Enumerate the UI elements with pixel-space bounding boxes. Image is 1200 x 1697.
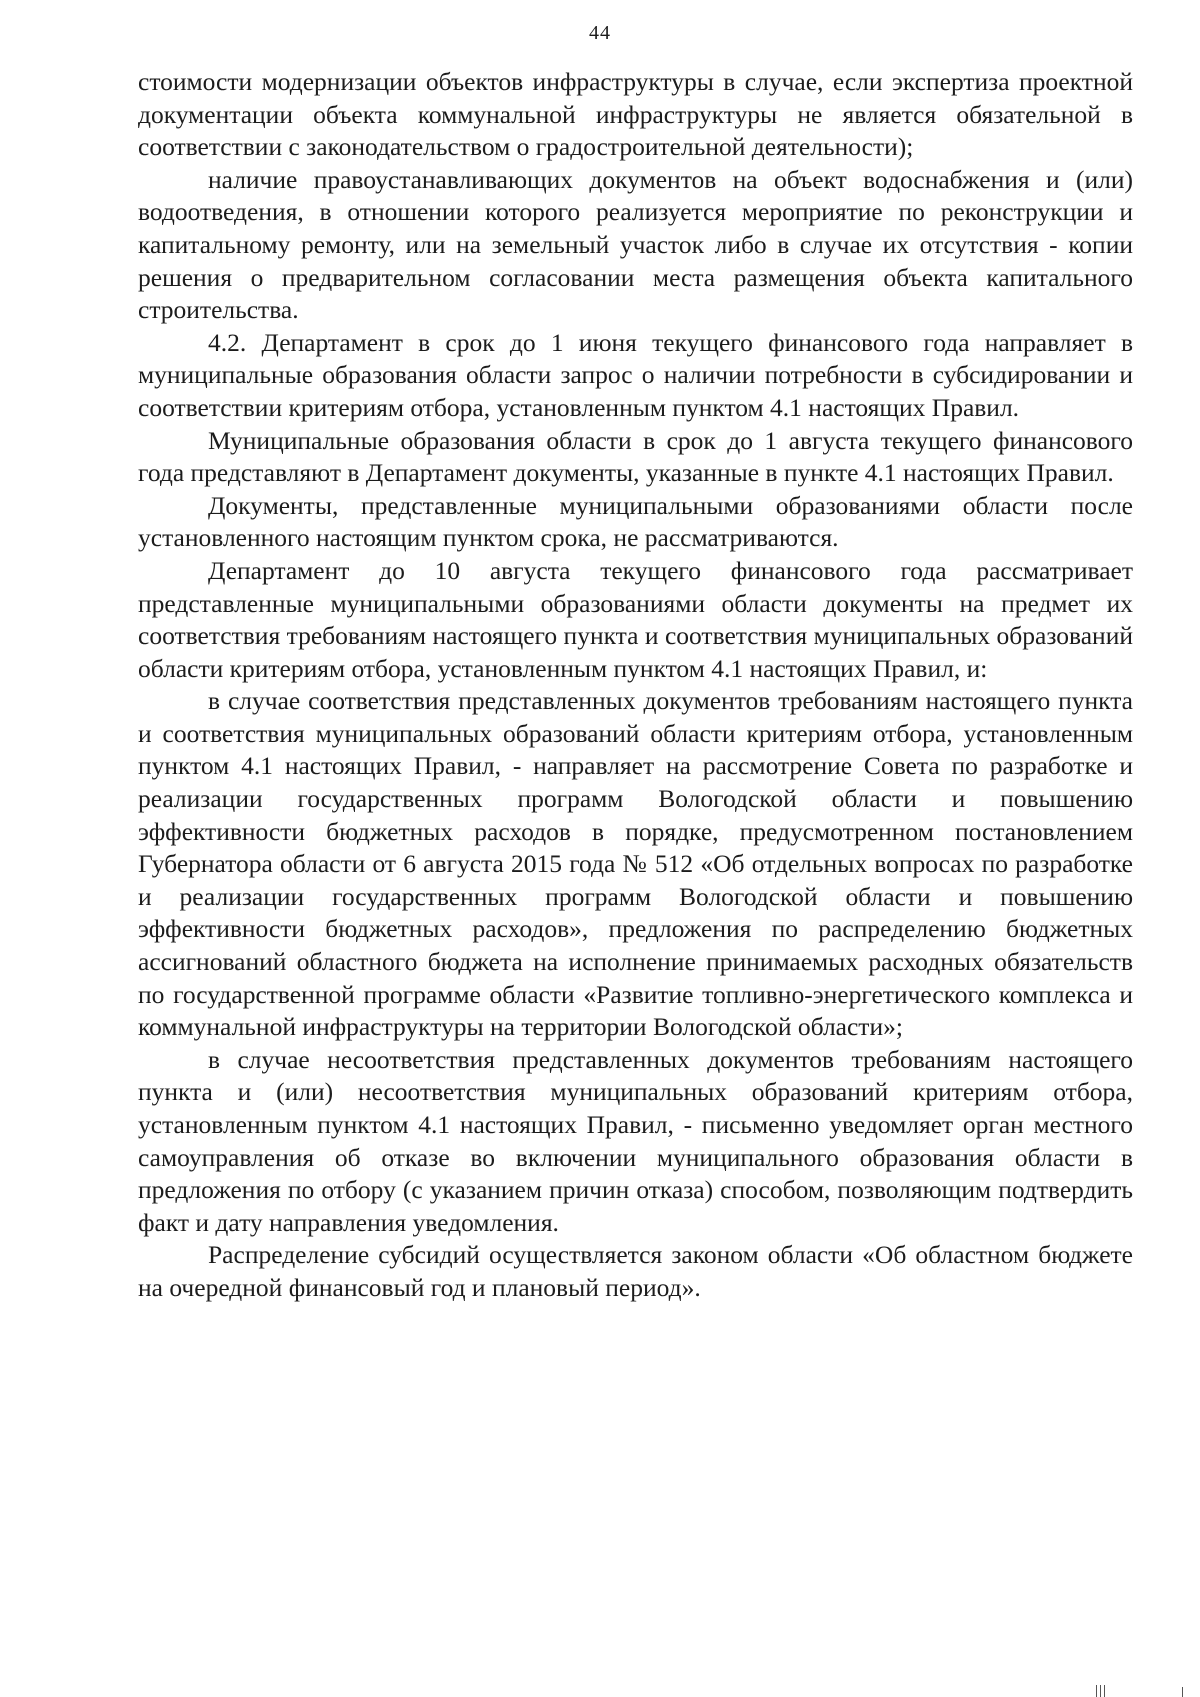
scan-mark (1182, 1687, 1183, 1697)
scan-mark (1096, 1685, 1097, 1697)
paragraph-7: в случае соответствия представленных документов требованиям настоящего пункта и соответствия муниципальных образований области критериям отбора, установленным пунктом 4.1 настоящих Правил, - направляет на рассмотрение Совета по разработке и реализации государственных программ Вологодской области и повышению эффективности бюджетных расходов в порядке, предусмотренном постановлением Губернатора области от 6 августа 2015 года № 512 «Об отдельных вопросах по разработке и реализации государственных программ Вологодской области и повышению эффективности бюджетных расходов», предложения по распределению бюджетных ассигнований областного бюджета на исполнение принимаемых расходных обязательств по государственной программе области «Развитие топливно-энергетического комплекса и коммунальной инфраструктуры на территории Вологодской области»; (138, 686, 1133, 1042)
paragraph-3: 4.2. Департамент в срок до 1 июня текущего финансового года направляет в муниципальные образования области запрос о наличии потребности в субсидировании и соответствии критериям отбора, установленным пунктом 4.1 настоящих Правил. (138, 327, 1133, 422)
scan-mark (1100, 1685, 1101, 1697)
paragraph-5: Документы, представленные муниципальными образованиями области после установленного настоящим пунктом срока, не рассматриваются. (138, 490, 1133, 553)
paragraph-1: стоимости модернизации объектов инфраструктуры в случае, если экспертиза проектной документации объекта коммунальной инфраструктуры не является обязательной в соответствии с законодательством о градостроительной деятельности); (138, 67, 1133, 162)
paragraph-6: Департамент до 10 августа текущего финансового года рассматривает представленные муниципальными образованиями области документы на предмет их соответствия требованиям настоящего пункта и соответствия муниципальных образований области критериям отбора, установленным пунктом 4.1 настоящих Правил, и: (138, 555, 1133, 683)
paragraph-4: Муниципальные образования области в срок до 1 августа текущего финансового года представляют в Департамент документы, указанные в пункте 4.1 настоящих Правил. (138, 425, 1133, 488)
page-number: 44 (589, 22, 611, 44)
scan-mark (1104, 1685, 1105, 1697)
paragraph-9: Распределение субсидий осуществляется законом области «Об областном бюджете на очередной финансовый год и плановый период». (138, 1240, 1133, 1302)
paragraph-8: в случае несоответствия представленных документов требованиям настоящего пункта и (или) несоответствия муниципальных образований критериям отбора, установленным пунктом 4.1 настоящих Правил, - письменно уведомляет орган местного самоуправления об отказе во включении муниципального образования области в предложения по отбору (с указанием причин отказа) способом, позволяющим подтвердить факт и дату направления уведомления. (138, 1044, 1133, 1237)
document-body (138, 66, 1133, 1305)
paragraph-2: наличие правоустанавливающих документов на объект водоснабжения и (или) водоотведения, в отношении которого реализуется мероприятие по реконструкции и капитальному ремонту, или на земельный участок либо в случае их отсутствия - копии решения о предварительном согласовании места размещения объекта капитального строительства. (138, 164, 1133, 325)
